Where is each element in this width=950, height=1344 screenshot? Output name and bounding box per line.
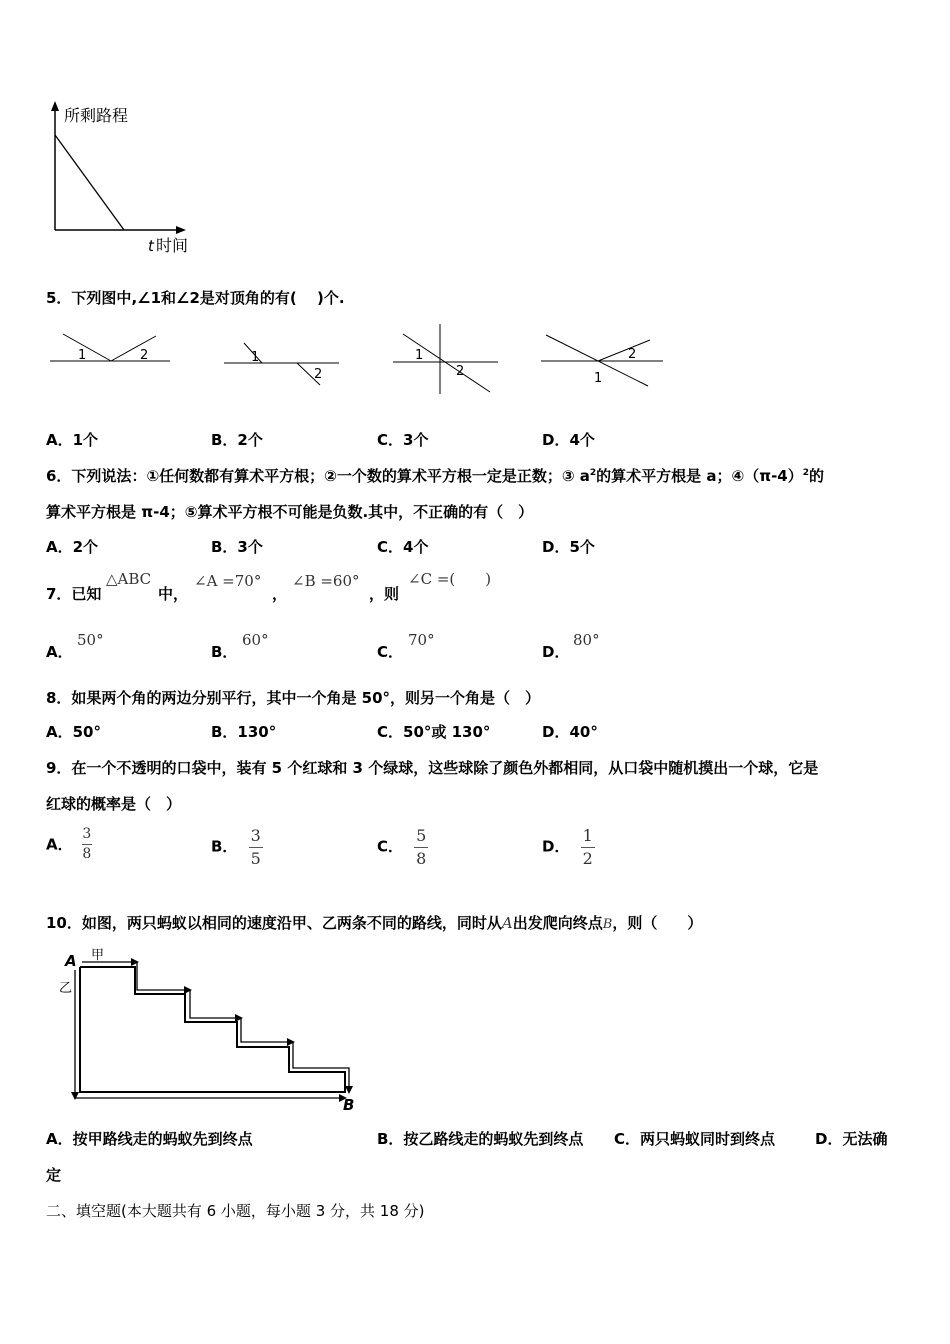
q8-stem: 8．如果两个角的两边分别平行，其中一个角是 50°，则另一个角是（ ） bbox=[46, 689, 541, 707]
q6-stem-line2: 算术平方根是 π-4；⑤算术平方根不可能是负数.其中，不正确的有（ ） bbox=[46, 503, 534, 521]
q10-mid: 出发爬向终点 bbox=[512, 914, 603, 932]
q9-b-numerator: 3 bbox=[250, 826, 261, 845]
q5-fig4-label-1: 1 bbox=[594, 371, 603, 386]
q5-fig2-label-1: 1 bbox=[251, 350, 260, 365]
q7-mid2: ，则 bbox=[369, 585, 400, 603]
q5-fig4-label-2: 2 bbox=[628, 347, 637, 362]
fig-label-jia: 甲 bbox=[91, 948, 105, 963]
fig-label-yi: 乙 bbox=[59, 981, 73, 996]
q5-figure-2 bbox=[222, 335, 342, 390]
q9-d-denominator: 2 bbox=[582, 848, 593, 868]
q7-prefix: 7．已知 bbox=[46, 585, 102, 603]
q10-point-b: B bbox=[602, 917, 613, 932]
q5-option-c[interactable]: C．3个 bbox=[377, 431, 429, 449]
q9-option-c-fraction bbox=[414, 827, 428, 867]
q7-option-d[interactable] bbox=[542, 641, 569, 662]
remaining-distance-graph bbox=[40, 95, 200, 260]
q5-fig1-label-1: 1 bbox=[78, 348, 87, 363]
q9-stem-line1: 9．在一个不透明的口袋中，装有 5 个红球和 3 个绿球，这些球除了颜色外都相同，从口袋中随机摸出一个球，它是 bbox=[46, 759, 819, 777]
q10-option-c[interactable]: C．两只蚂蚁同时到终点 bbox=[614, 1130, 776, 1148]
q9-option-d-fraction bbox=[581, 827, 595, 867]
q5-fig2-label-2: 2 bbox=[314, 367, 323, 382]
q8-option-c[interactable]: C．50°或 130° bbox=[377, 723, 491, 741]
q9-a-denominator: 8 bbox=[82, 846, 92, 863]
q5-stem: 5．下列图中,∠1和∠2是对顶角的有( )个. bbox=[46, 289, 345, 307]
q8-option-a[interactable]: A．50° bbox=[46, 723, 101, 741]
q9-a-numerator: 3 bbox=[82, 826, 92, 842]
q9-b-denominator: 5 bbox=[250, 848, 261, 868]
q9-c-numerator: 5 bbox=[416, 826, 427, 845]
graph-ylabel: 所剩路程 bbox=[64, 106, 129, 125]
q5-figure-3 bbox=[388, 322, 503, 397]
section-2-title: 二、填空题(本大题共有 6 小题，每小题 3 分，共 18 分) bbox=[46, 1202, 425, 1220]
q10-staircase-figure bbox=[55, 942, 365, 1114]
q6-line1-part-a: 6．下列说法：①任何数都有算术平方根；②一个数的算术平方根一定是正数；③ a bbox=[46, 467, 590, 485]
q7-angle-a: ∠A =70° bbox=[194, 572, 262, 590]
q7-comma: ， bbox=[272, 585, 288, 603]
q5-option-a[interactable]: A．1个 bbox=[46, 431, 99, 449]
q7-option-d-letter: D． bbox=[542, 643, 570, 661]
q7-option-a-letter: A． bbox=[46, 643, 73, 661]
q6-square-sup: 2 bbox=[589, 468, 597, 478]
q10-option-d[interactable]: D．无法确 bbox=[815, 1130, 888, 1148]
q10-stem bbox=[46, 912, 702, 933]
q6-square-sup-2: 2 bbox=[802, 468, 809, 478]
q10-option-b[interactable]: B．按乙路线走的蚂蚁先到终点 bbox=[377, 1130, 584, 1148]
graph-xlabel: 时间 bbox=[156, 236, 189, 255]
q8-option-d[interactable]: D．40° bbox=[542, 723, 598, 741]
q9-option-d-letter: D． bbox=[542, 837, 570, 856]
q9-option-b-fraction bbox=[249, 827, 263, 867]
q7-angle-c: ∠C =( ) bbox=[408, 570, 492, 588]
q5-figure-4 bbox=[538, 330, 666, 390]
q7-option-c-letter: C． bbox=[377, 643, 404, 661]
q6-line1-part-b: 的算术平方根是 a；④（π-4） bbox=[596, 467, 803, 485]
q10-option-d-wrap: 定 bbox=[46, 1166, 62, 1184]
q9-option-b[interactable] bbox=[211, 827, 263, 867]
q6-option-d[interactable]: D．5个 bbox=[542, 538, 595, 556]
q6-option-c[interactable]: C．4个 bbox=[377, 538, 429, 556]
fig-label-b: B bbox=[343, 1096, 355, 1114]
q7-option-c[interactable] bbox=[377, 641, 403, 662]
q7-option-d-value: 80° bbox=[573, 631, 600, 649]
q7-option-b-value: 60° bbox=[242, 631, 269, 649]
q7-option-b-letter: B． bbox=[211, 643, 238, 661]
q6-line1-part-c: 的 bbox=[809, 467, 825, 485]
q7-angle-b: ∠B =60° bbox=[292, 572, 360, 590]
q9-option-c-letter: C． bbox=[377, 837, 404, 856]
q5-option-b[interactable]: B．2个 bbox=[211, 431, 263, 449]
q9-c-denominator: 8 bbox=[416, 848, 427, 868]
q5-fig1-label-2: 2 bbox=[140, 348, 149, 363]
q7-option-a-value: 50° bbox=[77, 631, 104, 649]
q6-option-a[interactable]: A．2个 bbox=[46, 538, 99, 556]
q6-option-b[interactable]: B．3个 bbox=[211, 538, 263, 556]
q10-point-a: A bbox=[501, 914, 513, 932]
q6-stem-line1 bbox=[46, 465, 824, 486]
q9-d-numerator: 1 bbox=[582, 826, 593, 845]
q9-option-a-fraction bbox=[82, 827, 92, 863]
q10-prefix: 10．如图，两只蚂蚁以相同的速度沿甲、乙两条不同的路线，同时从 bbox=[46, 914, 502, 932]
q7-option-a[interactable] bbox=[46, 641, 73, 662]
q9-stem-line2: 红球的概率是（ ） bbox=[46, 795, 182, 813]
q8-option-b[interactable]: B．130° bbox=[211, 723, 277, 741]
q9-option-b-letter: B． bbox=[211, 837, 238, 856]
q10-suffix: ，则（ ） bbox=[612, 914, 703, 932]
q10-option-a[interactable]: A．按甲路线走的蚂蚁先到终点 bbox=[46, 1130, 253, 1148]
q7-triangle: △ABC bbox=[106, 570, 152, 588]
q7-option-c-value: 70° bbox=[408, 631, 435, 649]
q5-figure-1 bbox=[48, 328, 173, 368]
q5-fig3-label-1: 1 bbox=[415, 348, 424, 363]
q9-option-c[interactable] bbox=[377, 827, 428, 867]
fig-label-a: A bbox=[65, 952, 77, 970]
q9-option-d[interactable] bbox=[542, 827, 595, 867]
q9-option-a[interactable] bbox=[46, 827, 92, 863]
q5-fig3-label-2: 2 bbox=[456, 364, 465, 379]
graph-xlabel-t: t bbox=[148, 237, 154, 255]
q7-option-b[interactable] bbox=[211, 641, 237, 662]
q5-option-d[interactable]: D．4个 bbox=[542, 431, 595, 449]
q7-mid1: 中， bbox=[158, 585, 189, 603]
q9-option-a-letter: A． bbox=[46, 835, 73, 854]
